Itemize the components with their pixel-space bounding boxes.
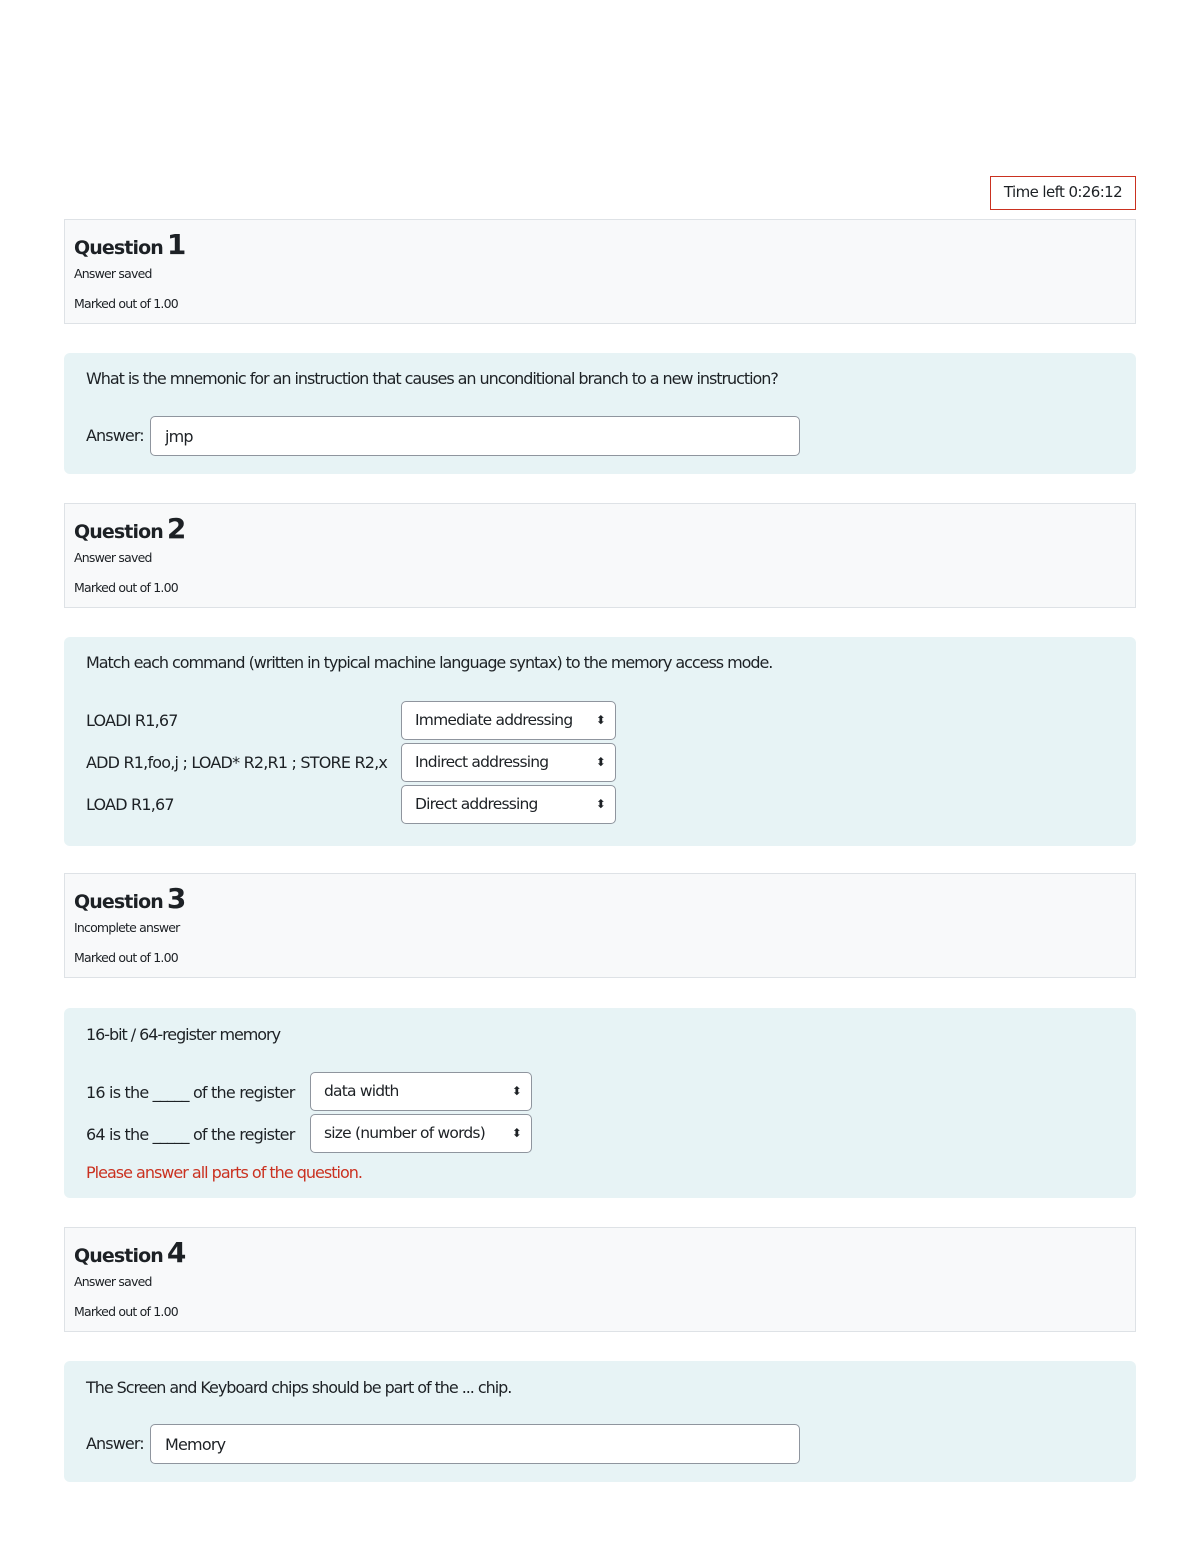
cloze-select[interactable]	[310, 1114, 532, 1153]
question-number: 3	[166, 882, 187, 915]
select-value: Direct addressing	[415, 795, 538, 813]
time-left-timer: Time left 0:26:12	[990, 176, 1136, 210]
select-updown-icon: ⬍	[509, 1115, 521, 1152]
question-state: Answer saved	[74, 550, 152, 565]
question-state: Incomplete answer	[74, 920, 180, 935]
question-4-content	[64, 1361, 1136, 1482]
question-word: Question	[74, 891, 163, 913]
cloze-select[interactable]	[310, 1072, 532, 1111]
incomplete-answer-error: Please answer all parts of the question.	[86, 1163, 362, 1182]
question-state: Answer saved	[74, 1274, 152, 1289]
question-text: 16-bit / 64-register memory	[86, 1025, 280, 1044]
question-2-content	[64, 637, 1136, 846]
question-number: 1	[166, 228, 187, 261]
question-3-heading	[74, 882, 186, 915]
match-row-label: LOADI R1,67	[86, 711, 178, 730]
match-select[interactable]	[401, 785, 616, 824]
question-state: Answer saved	[74, 266, 152, 281]
question-text: The Screen and Keyboard chips should be part of the ... chip.	[86, 1378, 512, 1397]
cloze-row-label: 64 is the _____ of the register	[86, 1125, 295, 1144]
question-text: Match each command (written in typical machine language syntax) to the memory access mode.	[86, 653, 773, 672]
select-value: Indirect addressing	[415, 753, 549, 771]
question-grade: Marked out of 1.00	[74, 1304, 178, 1319]
select-updown-icon: ⬍	[593, 786, 605, 823]
select-updown-icon: ⬍	[593, 702, 605, 739]
select-value: size (number of words)	[324, 1124, 485, 1142]
match-select[interactable]	[401, 743, 616, 782]
select-updown-icon: ⬍	[509, 1073, 521, 1110]
answer-input[interactable]	[150, 1424, 800, 1464]
question-word: Question	[74, 521, 163, 543]
cloze-row-label: 16 is the _____ of the register	[86, 1083, 295, 1102]
select-updown-icon: ⬍	[593, 744, 605, 781]
question-2-info	[64, 503, 1136, 608]
question-number: 4	[166, 1236, 187, 1269]
question-1-content	[64, 353, 1136, 474]
question-word: Question	[74, 1245, 163, 1267]
question-4-heading	[74, 1236, 186, 1269]
question-grade: Marked out of 1.00	[74, 950, 178, 965]
answer-label: Answer:	[86, 1434, 144, 1453]
question-grade: Marked out of 1.00	[74, 580, 178, 595]
question-word: Question	[74, 237, 163, 259]
question-3-content	[64, 1008, 1136, 1198]
question-1-heading	[74, 228, 186, 261]
question-2-heading	[74, 512, 186, 545]
question-grade: Marked out of 1.00	[74, 296, 178, 311]
answer-input[interactable]	[150, 416, 800, 456]
question-number: 2	[166, 512, 187, 545]
select-value: data width	[324, 1082, 399, 1100]
answer-label: Answer:	[86, 426, 144, 445]
question-3-info	[64, 873, 1136, 978]
match-row-label: ADD R1,foo,j ; LOAD* R2,R1 ; STORE R2,x	[86, 753, 388, 772]
match-row-label: LOAD R1,67	[86, 795, 174, 814]
question-text: What is the mnemonic for an instruction that causes an unconditional branch to a new instruction?	[86, 369, 778, 388]
question-4-info	[64, 1227, 1136, 1332]
match-select[interactable]	[401, 701, 616, 740]
select-value: Immediate addressing	[415, 711, 573, 729]
question-1-info	[64, 219, 1136, 324]
